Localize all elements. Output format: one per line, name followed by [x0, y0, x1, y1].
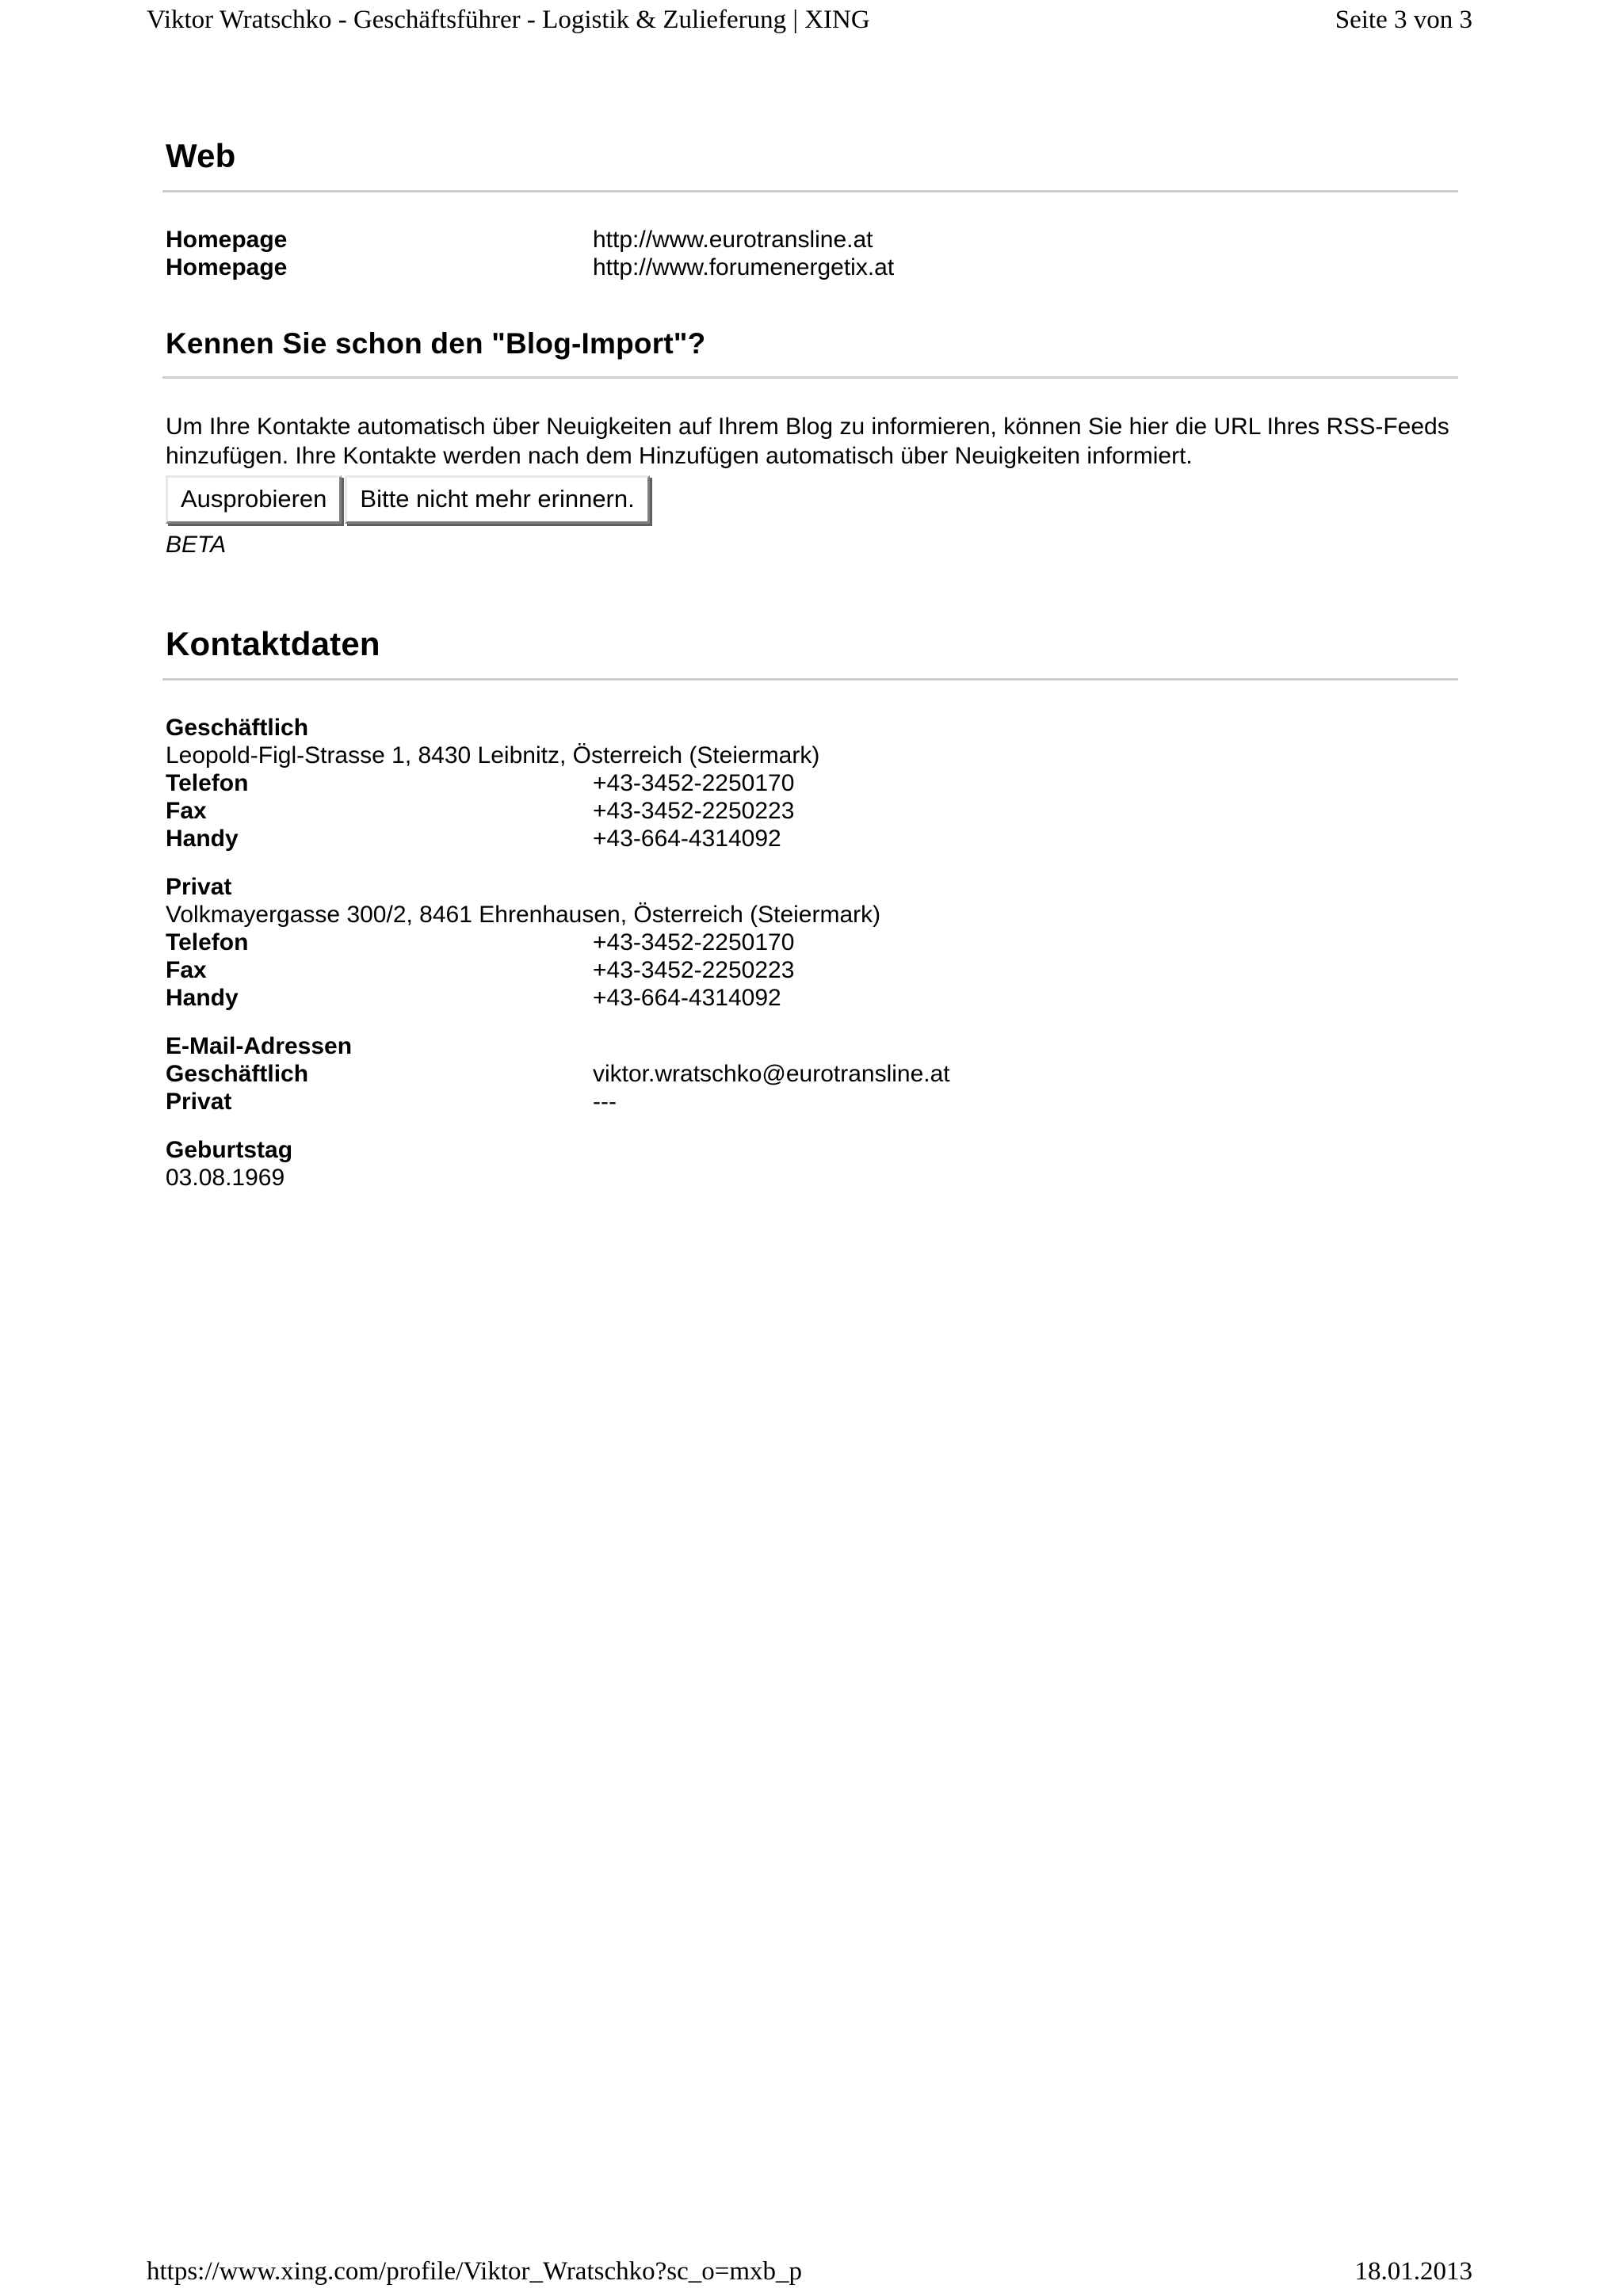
spacer [162, 852, 1458, 873]
business-fax-label: Fax [166, 798, 207, 825]
spacer [162, 681, 1458, 714]
homepage-label-1: Homepage [166, 227, 288, 254]
document-content [162, 139, 1458, 1192]
blog-import-actions [162, 475, 1458, 524]
spacer [162, 379, 1458, 412]
private-label: Privat [166, 874, 232, 901]
print-footer [0, 2256, 1623, 2288]
email-business-label: Geschäftlich [166, 1061, 309, 1088]
table-row [162, 825, 1458, 852]
email-section-label: E-Mail-Adressen [166, 1033, 353, 1060]
table-row [162, 984, 1458, 1012]
private-address: Volkmayergasse 300/2, 8461 Ehrenhausen, Österreich (Steiermark) [166, 902, 881, 929]
private-telefon-label: Telefon [166, 929, 249, 956]
email-private-label: Privat [166, 1089, 232, 1116]
print-header-title: Viktor Wratschko - Geschäftsführer - Logistik & Zulieferung | XING [147, 6, 870, 34]
spacer [162, 1116, 1458, 1136]
business-phone-list [162, 769, 1458, 852]
table-row [162, 929, 1458, 956]
private-fax-label: Fax [166, 957, 207, 984]
business-contact-block [162, 714, 1458, 852]
spacer [162, 281, 1458, 329]
business-telefon-label: Telefon [166, 770, 249, 797]
web-links-list [162, 226, 1458, 281]
table-row [162, 797, 1458, 825]
print-footer-url: https://www.xing.com/profile/Viktor_Wratschko?sc_o=mxb_p [147, 2257, 803, 2286]
spacer [162, 1012, 1458, 1032]
business-handy-label: Handy [166, 826, 239, 852]
contact-section [162, 624, 1458, 681]
print-footer-date: 18.01.2013 [1354, 2257, 1472, 2286]
homepage-label-2: Homepage [166, 254, 288, 281]
private-fax-value: +43-3452-2250223 [593, 957, 795, 984]
business-handy-value: +43-664-4314092 [593, 826, 781, 852]
print-header [0, 5, 1623, 36]
try-it-button[interactable]: Ausprobieren [166, 475, 342, 524]
table-row [162, 254, 1458, 281]
private-telefon-value: +43-3452-2250170 [593, 929, 795, 956]
private-handy-label: Handy [166, 985, 239, 1012]
email-private-value: --- [593, 1089, 617, 1116]
birthday-value: 03.08.1969 [166, 1165, 285, 1192]
beta-label: BETA [166, 531, 227, 558]
business-address: Leopold-Figl-Strasse 1, 8430 Leibnitz, Österreich (Steiermark) [166, 742, 820, 769]
blog-import-description: Um Ihre Kontakte automatisch über Neuigkeiten auf Ihrem Blog zu informieren, können Sie hier die URL Ihres RSS-Feeds hinzufügen. Ihre Kontakte werden nach dem Hinzufügen automatisch über Neuigkeiten informiert. [166, 413, 1449, 469]
web-section [162, 139, 1458, 193]
business-label: Geschäftlich [166, 715, 309, 742]
table-row [162, 226, 1458, 254]
spacer [162, 559, 1458, 627]
spacer [162, 193, 1458, 226]
email-list [162, 1060, 1458, 1116]
dismiss-reminder-button[interactable]: Bitte nicht mehr erinnern. [345, 475, 649, 524]
birthday-block [162, 1136, 1458, 1192]
contact-section-title: Kontaktdaten [166, 624, 380, 662]
birthday-label: Geburtstag [166, 1137, 293, 1164]
private-phone-list [162, 929, 1458, 1012]
email-business-value[interactable]: viktor.wratschko@eurotransline.at [593, 1061, 950, 1088]
private-handy-value: +43-664-4314092 [593, 985, 781, 1012]
table-row [162, 769, 1458, 797]
table-row [162, 956, 1458, 984]
table-row [162, 1088, 1458, 1116]
blog-import-section-title: Kennen Sie schon den "Blog-Import"? [166, 327, 706, 360]
homepage-url-1[interactable]: http://www.eurotransline.at [593, 227, 873, 254]
homepage-url-2[interactable]: http://www.forumenergetix.at [593, 254, 895, 281]
business-fax-value: +43-3452-2250223 [593, 798, 795, 825]
email-block [162, 1032, 1458, 1116]
web-section-title: Web [166, 137, 236, 174]
blog-import-section [162, 329, 1458, 379]
table-row [162, 1060, 1458, 1088]
print-header-page-number: Seite 3 von 3 [1335, 6, 1472, 34]
business-telefon-value: +43-3452-2250170 [593, 770, 795, 797]
private-contact-block [162, 873, 1458, 1012]
